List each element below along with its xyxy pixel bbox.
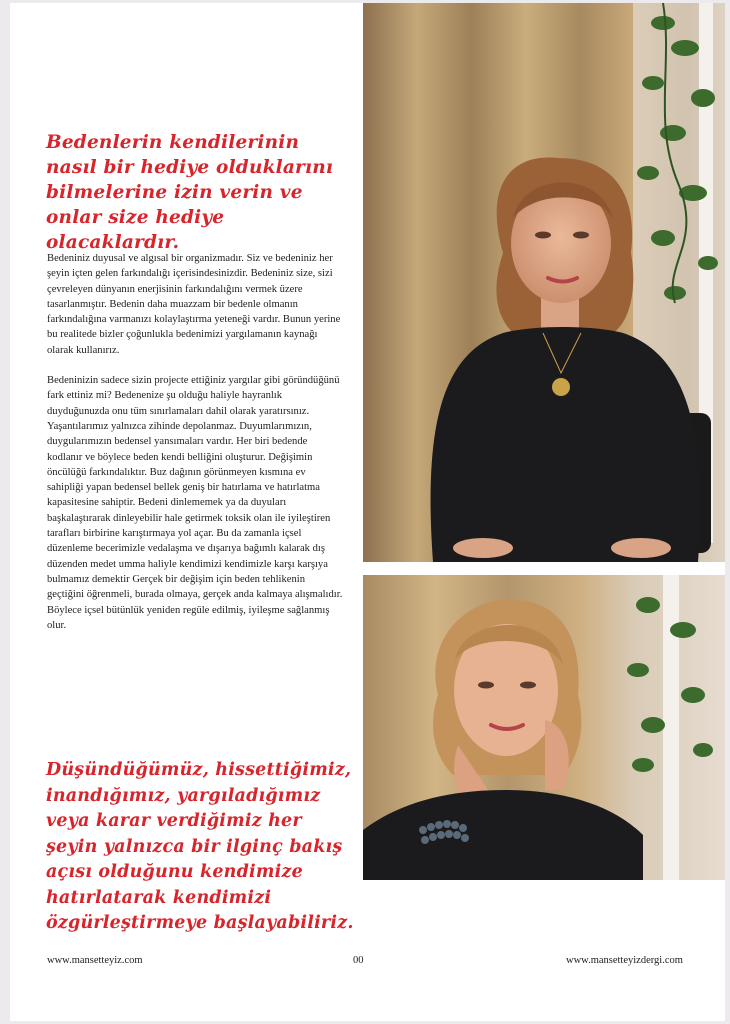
- pull-quote-bottom: Düşündüğümüz, hissettiğimiz, inandığımız, yargıladığımız veya karar verdiğimiz her şeyin yalnızca bir ilginç bakış açısı olduğunu kendimize hatırlatarak kendimizi özgürleştirmeye başlayabiliriz.: [46, 760, 354, 933]
- portrait-photo-seated-image: [363, 3, 725, 562]
- article-body: [47, 251, 343, 633]
- paragraph-2: Bedeninizin sadece sizin projecte ettiğiniz yargılar gibi göründüğünü fark ettiniz mi? Bedenenize şu olduğu haliyle hayranlık duyduğunuzda onu tüm sınırlamaları dahil olarak yaratırsınız. Yaşantılarımız yalnızca zihinde depolanmaz. Duyumlarımızın, duygularımızın bedensel yansımaları vardır. Her biri bedende kodlanır ve böylece beden kendi belliğini oluşturur. Değişimin öncülüğü farkındalıktır. Buz dağının görünmeyen kısmına ev sahipliği yapan bedensel bellek geniş bir hatırlama ve hatırlatma kapasitesine sahiptir. Bedeni dinlememek ya da duyuları başkalaştırarak dinleyebilir hale getirmek toksik olan ile iyileştiren tarafları birbirine karıştırmaya yol açar. Bu da zamanla içsel düzenleme becerimizle vedalaşma ve dışarıya bağımlı kalarak dış düzenden medet umma haliyle kendimizi kendimizle karşı karşıya bulmamız demektir Gerçek bir değişim için beden tehlikenin geçtiğini öğrenmeli, burada olmaya, gerçek anda kalmaya alışmalıdır. Böylece içsel bütünlük yeniden regüle edilmiş, iyileşme sağlanmış olur.: [47, 375, 343, 631]
- portrait-photo-closeup: [363, 575, 725, 880]
- portrait-photo-closeup-image: [363, 575, 725, 880]
- footer-website-left: www.mansetteyiz.com: [47, 955, 143, 966]
- paragraph-1: Bedeniniz duyusal ve algısal bir organizmadır. Siz ve bedeniniz her şeyin içten gelen farkındalığı içerisindesinizdir. Bedeniniz size, sizi çevreleyen dünyanın enerjisinin farkındalığını vermek üzere tasarlanmıştır. Bedenin daha muazzam bir bedenle olmanın farkındalığına varmanızı kolaylaştırma yeteneği vardır. Bunun yerine bu realitede bizler çoğunlukla bedenimizi yargılamanın kaynağı olarak kullanırız.: [47, 253, 341, 356]
- footer-website-right: www.mansetteyizdergi.com: [566, 955, 683, 966]
- magazine-page: [10, 3, 725, 1021]
- portrait-photo-seated: [363, 3, 725, 562]
- page-number: 00: [353, 955, 364, 966]
- pull-quote-top: Bedenlerin kendilerinin nasıl bir hediye olduklarını bilmelerine izin verin ve onlar size hediye olacaklardır.: [46, 132, 334, 253]
